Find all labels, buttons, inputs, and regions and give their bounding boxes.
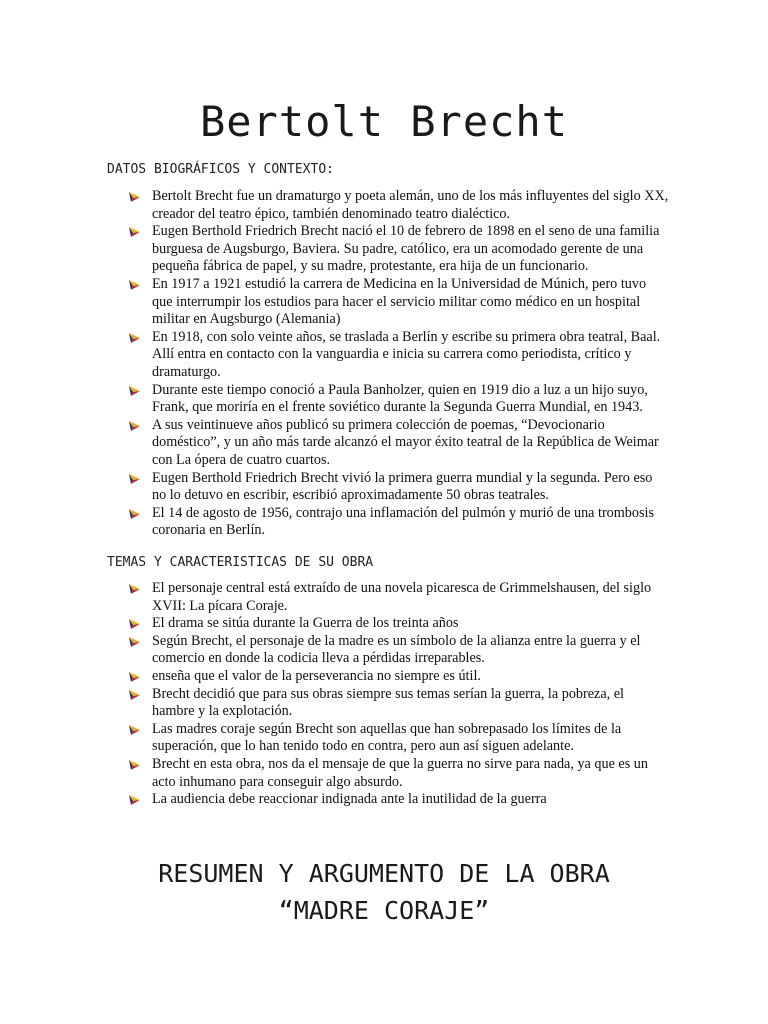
closing-heading-line1: RESUMEN Y ARGUMENTO DE LA OBRA — [158, 859, 610, 888]
list-item — [129, 470, 669, 505]
list-item-text: En 1917 a 1921 estudió la carrera de Medicina en la Universidad de Múnich, pero tuvo que interrumpir los estudios para hacer el servicio militar como médico en un hospital militar en Augsburgo (Alemania) — [152, 275, 647, 328]
temas-list — [129, 580, 669, 809]
list-item — [129, 580, 669, 615]
list-item-text: La audiencia debe reaccionar indignada ante la inutilidad de la guerra — [152, 791, 547, 808]
arrowhead-bullet-icon — [129, 724, 141, 736]
biografia-list — [129, 188, 669, 540]
list-item-text: El personaje central está extraído de una novela picaresca de Grimmelshausen, del siglo XVII: La pícara Coraje. — [152, 580, 652, 614]
arrowhead-bullet-icon — [129, 420, 141, 432]
closing-heading-line2: “MADRE CORAJE” — [278, 896, 490, 925]
arrowhead-bullet-icon — [129, 332, 141, 344]
arrowhead-bullet-icon — [129, 385, 141, 397]
arrowhead-bullet-icon — [129, 279, 141, 291]
arrowhead-bullet-icon — [129, 671, 141, 683]
list-item — [129, 686, 669, 721]
list-item-text: Eugen Berthold Friedrich Brecht vivió la primera guerra mundial y la segunda. Pero eso no lo detuvo en escribir, escribió aproximadamente 50 obras teatrales. — [152, 469, 653, 504]
list-item-text: El 14 de agosto de 1956, contrajo una inflamación del pulmón y murió de una trombosis coronaria en Berlín. — [152, 504, 654, 539]
arrowhead-bullet-icon — [129, 473, 141, 485]
arrowhead-bullet-icon — [129, 794, 141, 806]
list-item — [129, 721, 669, 756]
arrowhead-bullet-icon — [129, 508, 141, 520]
list-item — [129, 188, 669, 223]
list-item — [129, 505, 669, 540]
list-item — [129, 382, 669, 417]
list-item-text: enseña que el valor de la perseverancia no siempre es útil. — [152, 667, 481, 684]
list-item-text: En 1918, con solo veinte años, se traslada a Berlín y escribe su primera obra teatral, Baal. Allí entra en contacto con la vanguardia e inicia su carrera como periodista, crítico y dramaturgo. — [152, 328, 661, 380]
arrowhead-bullet-icon — [129, 689, 141, 701]
section-heading-biografia: DATOS BIOGRÁFICOS Y CONTEXTO: — [107, 162, 334, 177]
arrowhead-bullet-icon — [129, 618, 141, 630]
list-item — [129, 329, 669, 382]
list-item — [129, 615, 669, 633]
list-item — [129, 223, 669, 276]
list-item-text: El drama se sitúa durante la Guerra de los treinta años — [152, 615, 459, 632]
section-heading-temas: TEMAS Y CARACTERISTICAS DE SU OBRA — [107, 555, 374, 570]
list-item-text: Eugen Berthold Friedrich Brecht nació el 10 de febrero de 1898 en el seno de una familia burguesa de Augsburgo, Baviera. Su padre, católico, era un acomodado gerente de una pequeña fábrica de papel, y su madre, protestante, era hija de un funcionario. — [152, 223, 660, 275]
list-item-text: Durante este tiempo conoció a Paula Banholzer, quien en 1919 dio a luz a un hijo suyo, Frank, que moriría en el frente soviético durante la Segunda Guerra Mundial, en 1943. — [152, 381, 648, 416]
arrowhead-bullet-icon — [129, 636, 141, 648]
arrowhead-bullet-icon — [129, 226, 141, 238]
document-title: Bertolt Brecht — [199, 97, 568, 146]
list-item — [129, 668, 669, 686]
list-item — [129, 791, 669, 809]
list-item — [129, 417, 669, 470]
list-item-text: Según Brecht, el personaje de la madre es un símbolo de la alianza entre la guerra y el comercio en donde la codicia lleva a pérdidas irreparables. — [152, 632, 641, 667]
list-item-text: A sus veintinueve años publicó su primera colección de poemas, “Devocionario doméstico”, y un año más tarde alcanzó el mayor éxito teatral de la República de Weimar con La ópera de cuatro cuartos. — [152, 416, 659, 468]
list-item-text: Brecht en esta obra, nos da el mensaje de que la guerra no sirve para nada, ya que es un acto inhumano para conseguir algo absurdo. — [152, 755, 648, 790]
list-item-text: Brecht decidió que para sus obras siempre sus temas serían la guerra, la pobreza, el hambre y la explotación. — [152, 685, 624, 720]
arrowhead-bullet-icon — [129, 583, 141, 595]
arrowhead-bullet-icon — [129, 759, 141, 771]
list-item — [129, 633, 669, 668]
list-item-text: Bertolt Brecht fue un dramaturgo y poeta alemán, uno de los más influyentes del siglo XX, creador del teatro épico, también denominado teatro dialéctico. — [152, 188, 669, 222]
list-item — [129, 756, 669, 791]
arrowhead-bullet-icon — [129, 191, 141, 203]
list-item-text: Las madres coraje según Brecht son aquellas que han sobrepasado los límites de la superación, que lo han tenido todo en contra, pero aun así siguen adelante. — [152, 720, 622, 755]
list-item — [129, 276, 669, 329]
